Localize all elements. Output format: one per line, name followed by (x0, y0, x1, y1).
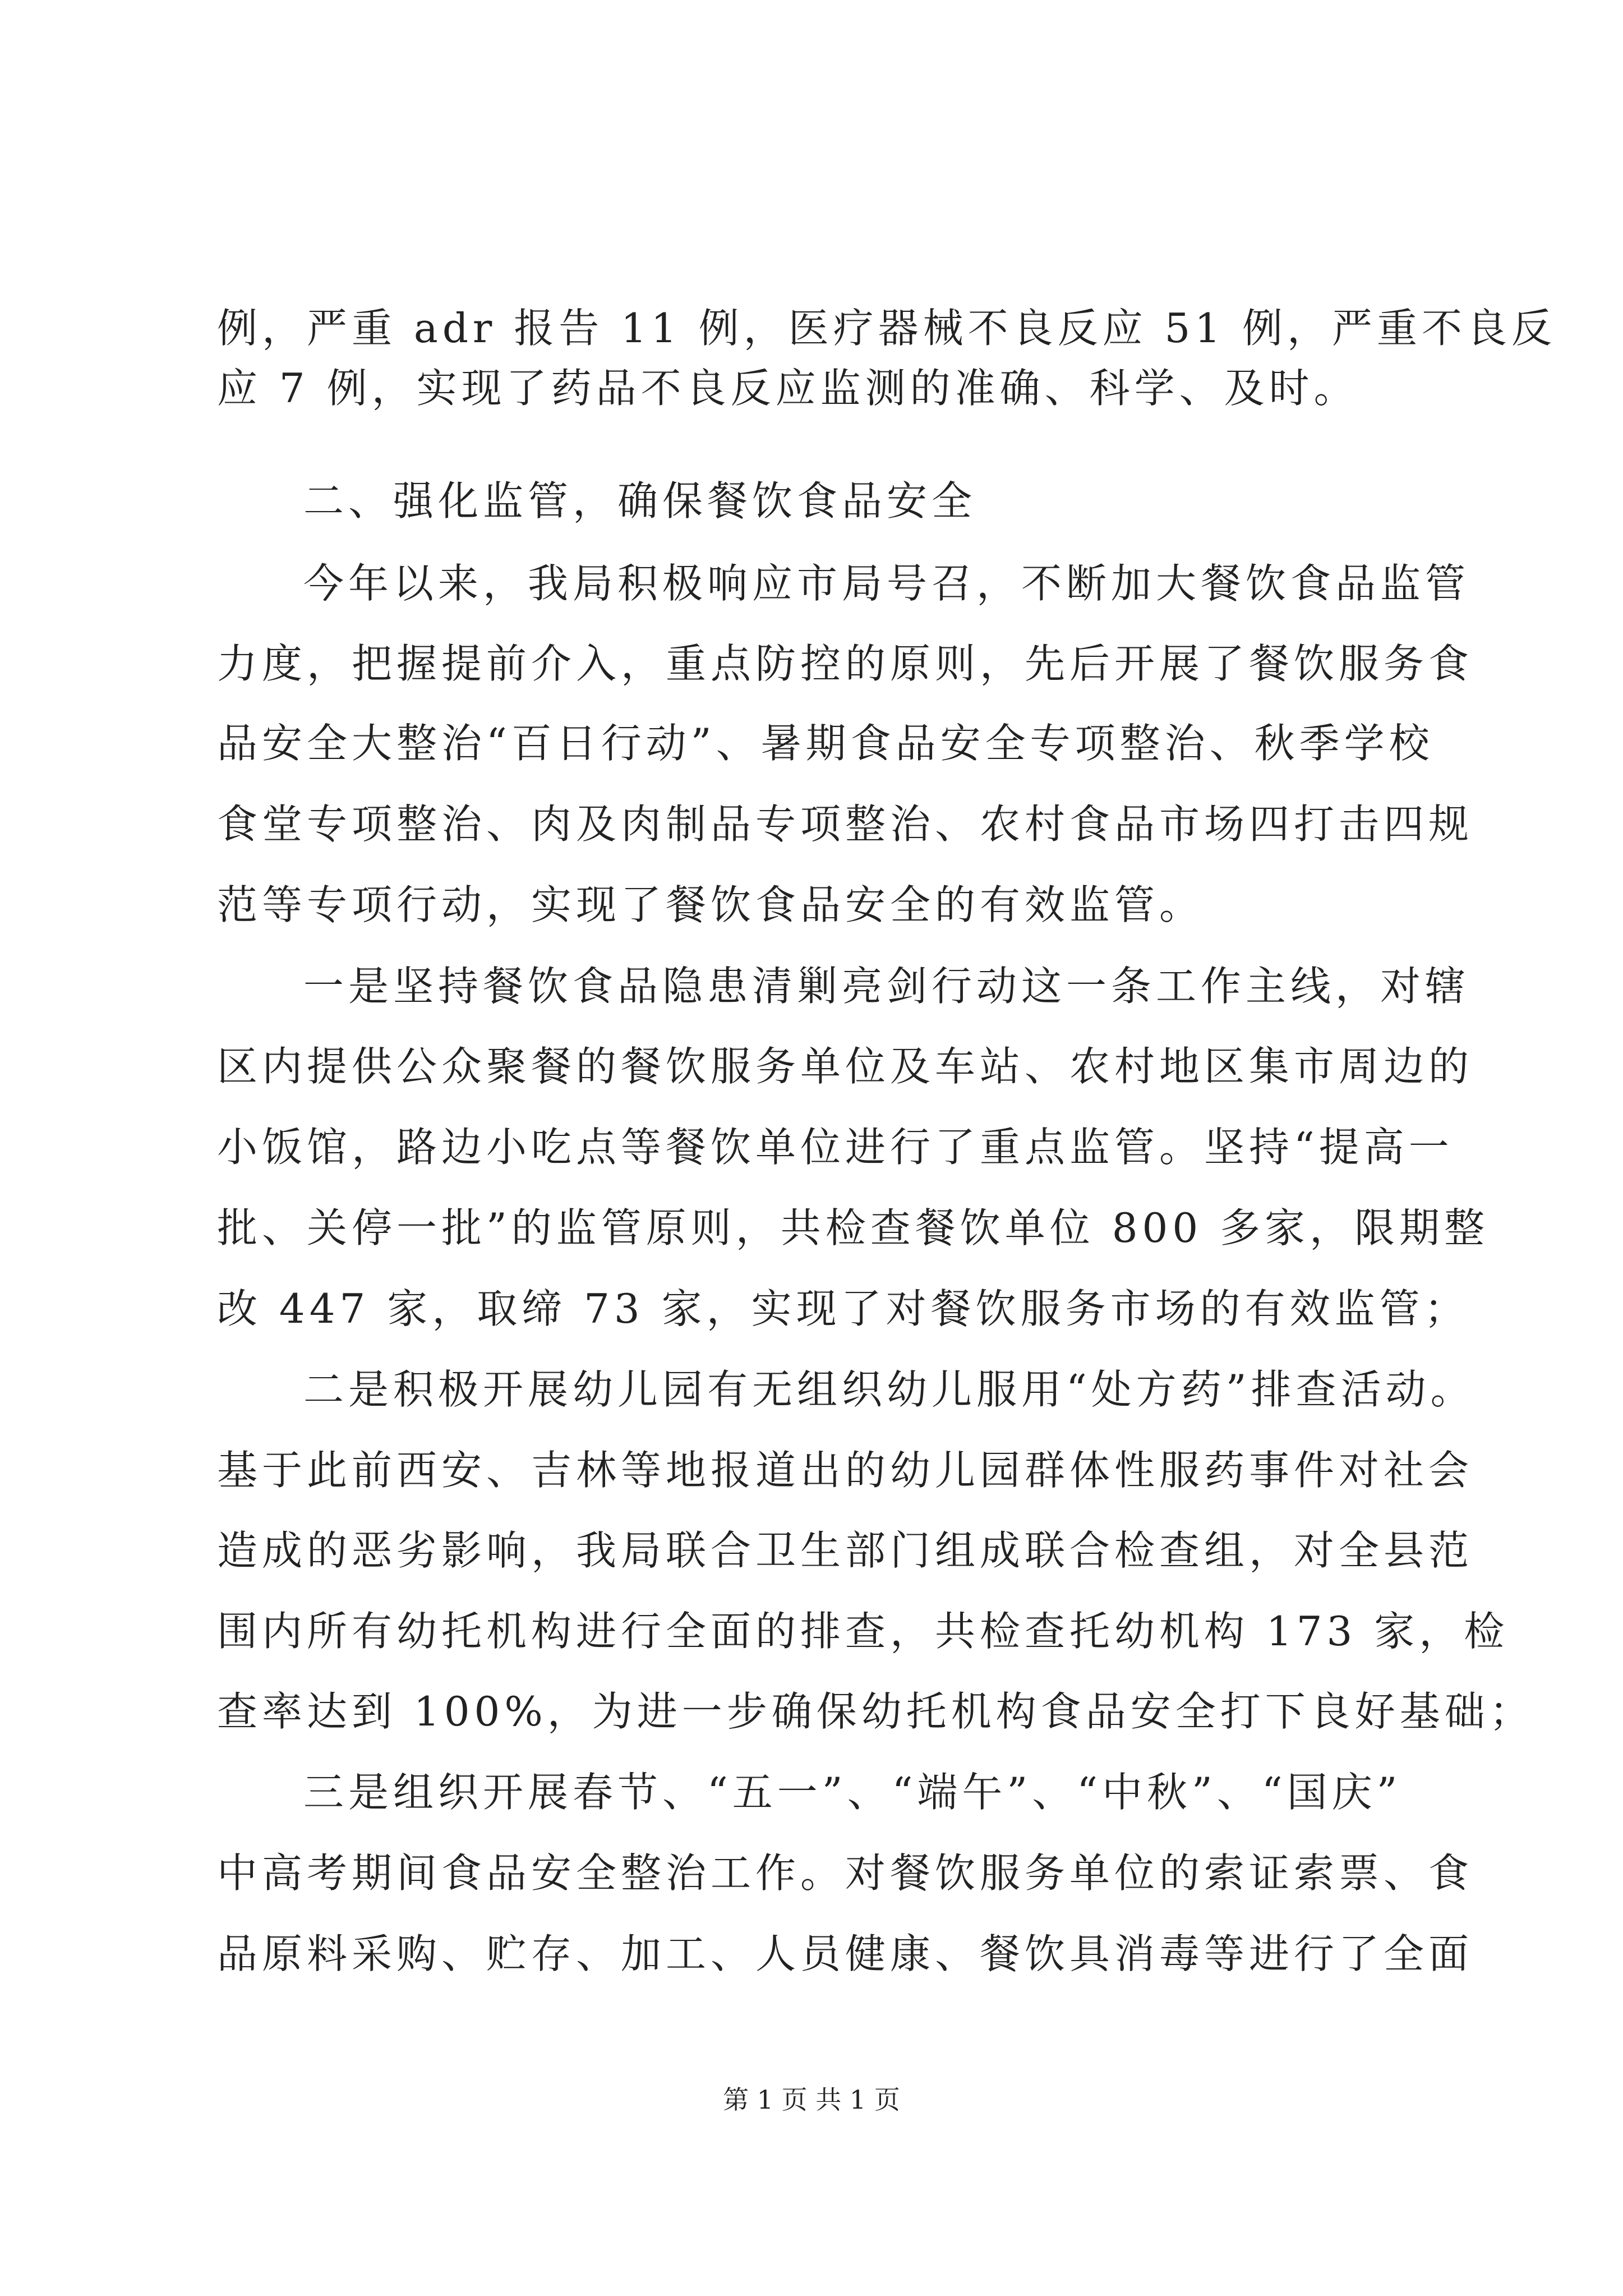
text-line-21: 品原料采购、贮存、加工、人员健康、餐饮具消毒等进行了全面 (217, 1930, 1474, 1977)
text-line-15: 基于此前西安、吉林等地报道出的幼儿园群体性服药事件对社会 (217, 1447, 1474, 1494)
text-line-8: 范等专项行动，实现了餐饮食品安全的有效监管。 (217, 881, 1205, 928)
text-line-7: 食堂专项整治、肉及肉制品专项整治、农村食品市场四打击四规 (217, 800, 1474, 848)
page-footer: 第 1 页 共 1 页 (723, 2085, 900, 2115)
text-line-16: 造成的恶劣影响，我局联合卫生部门组成联合检查组，对全县范 (217, 1527, 1474, 1574)
text-line-13: 改 447 家，取缔 73 家，实现了对餐饮服务市场的有效监管； (217, 1285, 1469, 1332)
text-line-1: 例，严重 adr 报告 11 例，医疗器械不良反应 51 例，严重不良反 (217, 305, 1556, 352)
text-line-18: 查率达到 100%，为进一步确保幼托机构食品安全打下良好基础； (217, 1688, 1534, 1735)
text-line-6: 品安全大整治“百日行动”、暑期食品安全专项整治、秋季学校 (217, 720, 1434, 767)
text-line-20: 中高考期间食品安全整治工作。对餐饮服务单位的索证索票、食 (217, 1849, 1474, 1897)
section-heading: 二、强化监管，确保餐饮食品安全 (303, 477, 977, 524)
text-line-19: 三是组织开展春节、“五一”、“端午”、“中秋”、“国庆” (303, 1769, 1402, 1816)
text-line-5: 力度，把握提前介入，重点防控的原则，先后开展了餐饮服务食 (217, 640, 1474, 687)
text-line-14: 二是积极开展幼儿园有无组织幼儿服用“处方药”排查活动。 (303, 1366, 1476, 1413)
text-line-9: 一是坚持餐饮食品隐患清剿亮剑行动这一条工作主线，对辖 (303, 963, 1470, 1010)
text-line-10: 区内提供公众聚餐的餐饮服务单位及车站、农村地区集市周边的 (217, 1043, 1474, 1090)
text-line-4: 今年以来，我局积极响应市局号召，不断加大餐饮食品监管 (303, 560, 1470, 607)
text-line-11: 小饭馆，路边小吃点等餐饮单位进行了重点监管。坚持“提高一 (217, 1124, 1454, 1171)
text-line-17: 围内所有幼托机构进行全面的排查，共检查托幼机构 173 家，检 (217, 1608, 1509, 1655)
text-line-2: 应 7 例，实现了药品不良反应监测的准确、科学、及时。 (217, 365, 1359, 412)
text-line-12: 批、关停一批”的监管原则，共检查餐饮单位 800 多家，限期整 (217, 1204, 1490, 1251)
